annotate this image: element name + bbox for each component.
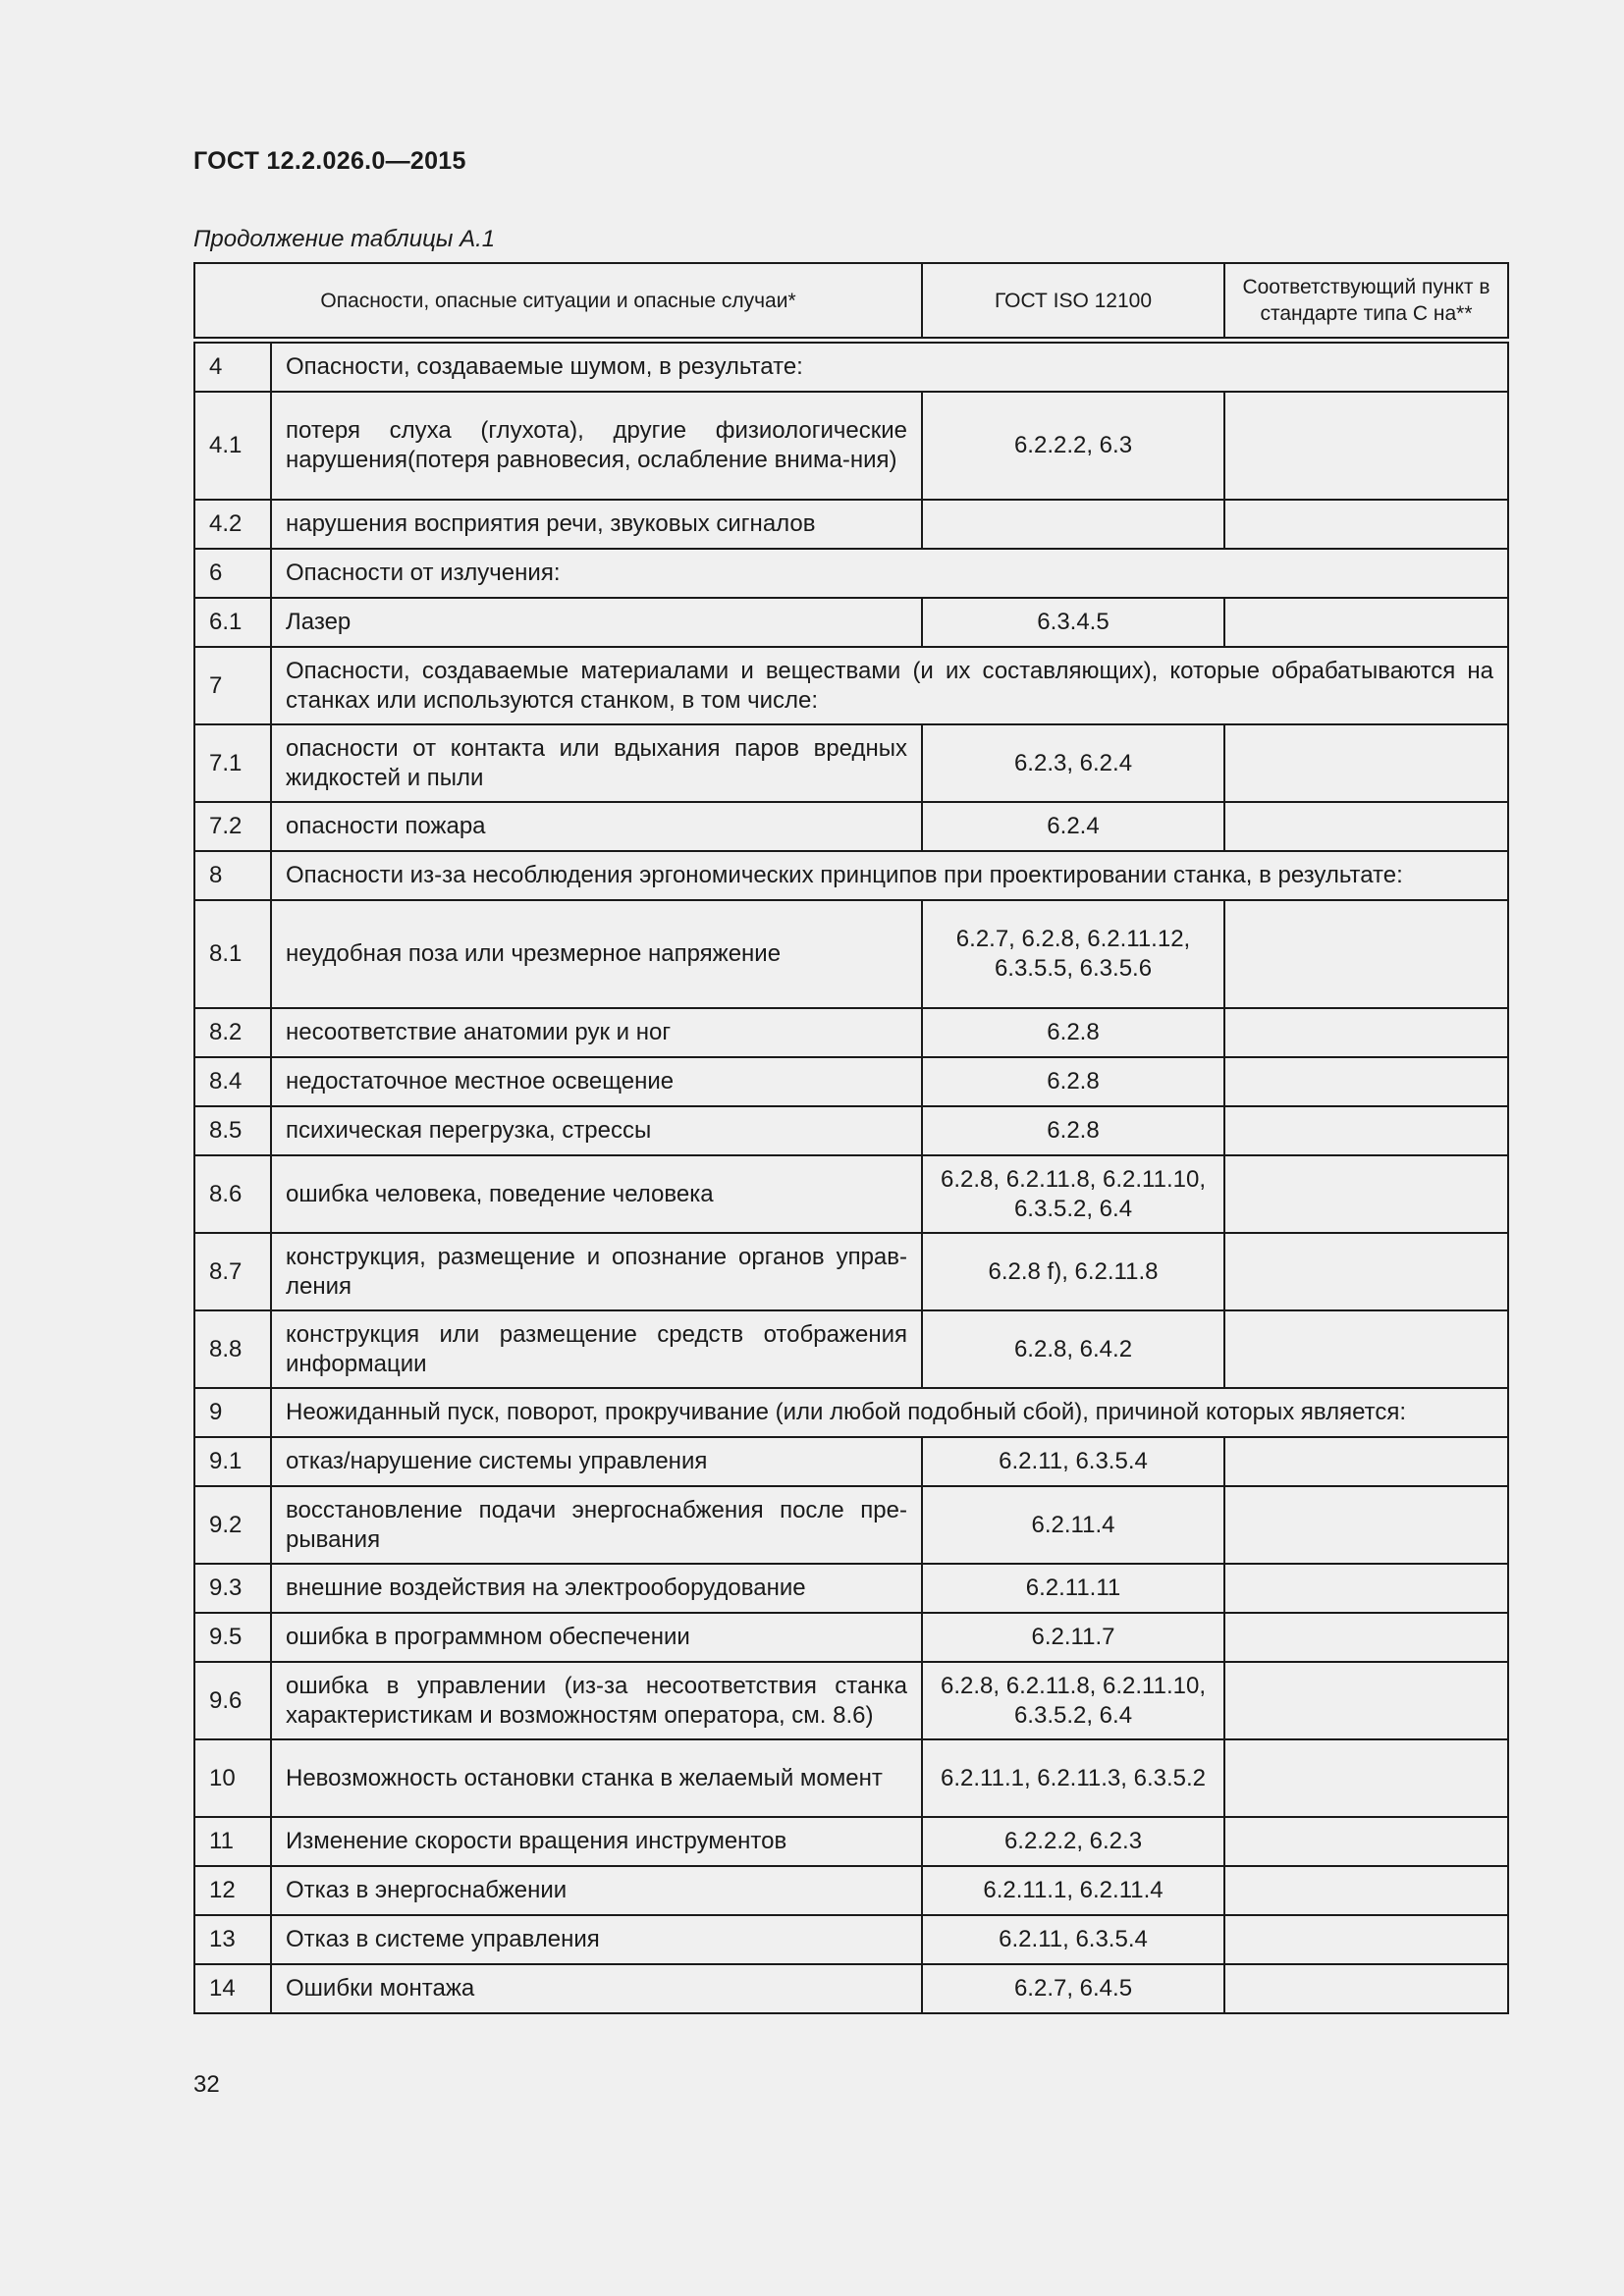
row-gost-ref: 6.2.8 <box>922 1106 1224 1155</box>
row-type-c-ref <box>1224 1817 1508 1866</box>
row-number: 4.1 <box>194 392 271 500</box>
table-row <box>194 1437 1508 1486</box>
row-description: ошибка человека, поведение человека <box>271 1155 922 1233</box>
row-description: неудобная поза или чрезмерное напряжение <box>271 900 922 1008</box>
row-description: Опасности, создаваемые шумом, в результате: <box>271 341 1508 393</box>
row-type-c-ref <box>1224 1310 1508 1388</box>
row-type-c-ref <box>1224 900 1508 1008</box>
table-row-section <box>194 647 1508 724</box>
row-type-c-ref <box>1224 1233 1508 1310</box>
table-row <box>194 1233 1508 1310</box>
row-description: Опасности из-за несоблюдения эргономических принципов при проектировании станка, в результате: <box>271 851 1508 900</box>
table-row <box>194 392 1508 500</box>
row-description: отказ/нарушение системы управления <box>271 1437 922 1486</box>
row-type-c-ref <box>1224 1057 1508 1106</box>
row-number: 13 <box>194 1915 271 1964</box>
table-row <box>194 900 1508 1008</box>
row-description: недостаточное местное освещение <box>271 1057 922 1106</box>
row-number: 8.6 <box>194 1155 271 1233</box>
table-row <box>194 1008 1508 1057</box>
row-description: Отказ в системе управления <box>271 1915 922 1964</box>
row-gost-ref: 6.2.8 <box>922 1008 1224 1057</box>
row-gost-ref: 6.2.11.4 <box>922 1486 1224 1564</box>
row-gost-ref: 6.3.4.5 <box>922 598 1224 647</box>
table-row <box>194 1964 1508 2013</box>
row-number: 9.6 <box>194 1662 271 1739</box>
row-gost-ref: 6.2.11.1, 6.2.11.4 <box>922 1866 1224 1915</box>
row-number: 9 <box>194 1388 271 1437</box>
row-number: 12 <box>194 1866 271 1915</box>
row-type-c-ref <box>1224 500 1508 549</box>
row-description: несоответствие анатомии рук и ног <box>271 1008 922 1057</box>
table-row <box>194 802 1508 851</box>
row-type-c-ref <box>1224 1106 1508 1155</box>
table-row <box>194 1155 1508 1233</box>
row-description: ошибка в программном обеспечении <box>271 1613 922 1662</box>
table-row-section <box>194 549 1508 598</box>
row-number: 4 <box>194 341 271 393</box>
row-number: 9.1 <box>194 1437 271 1486</box>
row-number: 8 <box>194 851 271 900</box>
row-number: 8.4 <box>194 1057 271 1106</box>
row-gost-ref: 6.2.2.2, 6.3 <box>922 392 1224 500</box>
row-type-c-ref <box>1224 1739 1508 1817</box>
table-row <box>194 1613 1508 1662</box>
row-type-c-ref <box>1224 1866 1508 1915</box>
row-number: 10 <box>194 1739 271 1817</box>
row-gost-ref: 6.2.7, 6.2.8, 6.2.11.12, 6.3.5.5, 6.3.5.6 <box>922 900 1224 1008</box>
row-gost-ref: 6.2.4 <box>922 802 1224 851</box>
table-row-section <box>194 851 1508 900</box>
row-number: 6 <box>194 549 271 598</box>
row-gost-ref <box>922 500 1224 549</box>
row-gost-ref: 6.2.8 f), 6.2.11.8 <box>922 1233 1224 1310</box>
table-row <box>194 1662 1508 1739</box>
document-header: ГОСТ 12.2.026.0—2015 <box>193 147 466 175</box>
row-gost-ref: 6.2.11, 6.3.5.4 <box>922 1915 1224 1964</box>
row-number: 14 <box>194 1964 271 2013</box>
column-header-type-c: Соответствующий пункт в стандарте типа С на** <box>1224 263 1508 341</box>
row-gost-ref: 6.2.3, 6.2.4 <box>922 724 1224 802</box>
row-type-c-ref <box>1224 1486 1508 1564</box>
table-row <box>194 1564 1508 1613</box>
row-gost-ref: 6.2.8 <box>922 1057 1224 1106</box>
row-type-c-ref <box>1224 802 1508 851</box>
row-type-c-ref <box>1224 724 1508 802</box>
row-number: 7.1 <box>194 724 271 802</box>
row-description: внешние воздействия на электрооборудование <box>271 1564 922 1613</box>
row-gost-ref: 6.2.11.1, 6.2.11.3, 6.3.5.2 <box>922 1739 1224 1817</box>
hazards-table <box>193 262 1509 2014</box>
row-type-c-ref <box>1224 1964 1508 2013</box>
row-description: потеря слуха (глухота), другие физиологические нарушения(потеря равновесия, ослабление внима-ния) <box>271 392 922 500</box>
table-row <box>194 500 1508 549</box>
row-gost-ref: 6.2.2.2, 6.2.3 <box>922 1817 1224 1866</box>
table-row <box>194 1817 1508 1866</box>
row-gost-ref: 6.2.8, 6.4.2 <box>922 1310 1224 1388</box>
row-type-c-ref <box>1224 1564 1508 1613</box>
table-row <box>194 1057 1508 1106</box>
row-number: 9.5 <box>194 1613 271 1662</box>
row-description: опасности от контакта или вдыхания паров вредных жидкостей и пыли <box>271 724 922 802</box>
table-row <box>194 724 1508 802</box>
row-description: Неожиданный пуск, поворот, прокручивание (или любой подобный сбой), причиной которых является: <box>271 1388 1508 1437</box>
row-number: 6.1 <box>194 598 271 647</box>
row-gost-ref: 6.2.8, 6.2.11.8, 6.2.11.10, 6.3.5.2, 6.4 <box>922 1662 1224 1739</box>
row-description: Изменение скорости вращения инструментов <box>271 1817 922 1866</box>
row-description: конструкция или размещение средств отображения информации <box>271 1310 922 1388</box>
row-type-c-ref <box>1224 1915 1508 1964</box>
row-number: 9.2 <box>194 1486 271 1564</box>
row-number: 9.3 <box>194 1564 271 1613</box>
table-row <box>194 1915 1508 1964</box>
row-description: Ошибки монтажа <box>271 1964 922 2013</box>
row-description: восстановление подачи энергоснабжения после пре-рывания <box>271 1486 922 1564</box>
table-row-section <box>194 1388 1508 1437</box>
row-description: Невозможность остановки станка в желаемый момент <box>271 1739 922 1817</box>
row-description: Отказ в энергоснабжении <box>271 1866 922 1915</box>
table-row <box>194 598 1508 647</box>
row-description: нарушения восприятия речи, звуковых сигналов <box>271 500 922 549</box>
row-gost-ref: 6.2.7, 6.4.5 <box>922 1964 1224 2013</box>
row-number: 8.5 <box>194 1106 271 1155</box>
row-number: 7 <box>194 647 271 724</box>
row-type-c-ref <box>1224 1008 1508 1057</box>
row-number: 11 <box>194 1817 271 1866</box>
row-gost-ref: 6.2.11.11 <box>922 1564 1224 1613</box>
row-type-c-ref <box>1224 1437 1508 1486</box>
column-header-gost-iso: ГОСТ ISO 12100 <box>922 263 1224 341</box>
table-row <box>194 1310 1508 1388</box>
row-number: 7.2 <box>194 802 271 851</box>
table-row <box>194 1106 1508 1155</box>
table-row-section <box>194 341 1508 393</box>
page-number: 32 <box>193 2071 220 2098</box>
row-number: 8.8 <box>194 1310 271 1388</box>
row-type-c-ref <box>1224 1662 1508 1739</box>
row-description: Опасности от излучения: <box>271 549 1508 598</box>
row-gost-ref: 6.2.8, 6.2.11.8, 6.2.11.10, 6.3.5.2, 6.4 <box>922 1155 1224 1233</box>
row-number: 4.2 <box>194 500 271 549</box>
row-type-c-ref <box>1224 1155 1508 1233</box>
table-caption: Продолжение таблицы А.1 <box>193 226 496 252</box>
table-row <box>194 1866 1508 1915</box>
row-description: ошибка в управлении (из-за несоответствия станка характеристикам и возможностям оператора, см. 8.6) <box>271 1662 922 1739</box>
row-description: опасности пожара <box>271 802 922 851</box>
row-number: 8.7 <box>194 1233 271 1310</box>
table-row <box>194 1739 1508 1817</box>
row-gost-ref: 6.2.11.7 <box>922 1613 1224 1662</box>
row-type-c-ref <box>1224 1613 1508 1662</box>
table-header-row <box>194 263 1508 341</box>
table-row <box>194 1486 1508 1564</box>
row-description: психическая перегрузка, стрессы <box>271 1106 922 1155</box>
row-type-c-ref <box>1224 598 1508 647</box>
row-number: 8.1 <box>194 900 271 1008</box>
row-type-c-ref <box>1224 392 1508 500</box>
row-description: Лазер <box>271 598 922 647</box>
row-gost-ref: 6.2.11, 6.3.5.4 <box>922 1437 1224 1486</box>
row-description: Опасности, создаваемые материалами и веществами (и их составляющих), которые обрабатываются на станках или используются станком, в том числе: <box>271 647 1508 724</box>
row-description: конструкция, размещение и опознание органов управ-ления <box>271 1233 922 1310</box>
column-header-hazards: Опасности, опасные ситуации и опасные случаи* <box>194 263 922 341</box>
row-number: 8.2 <box>194 1008 271 1057</box>
